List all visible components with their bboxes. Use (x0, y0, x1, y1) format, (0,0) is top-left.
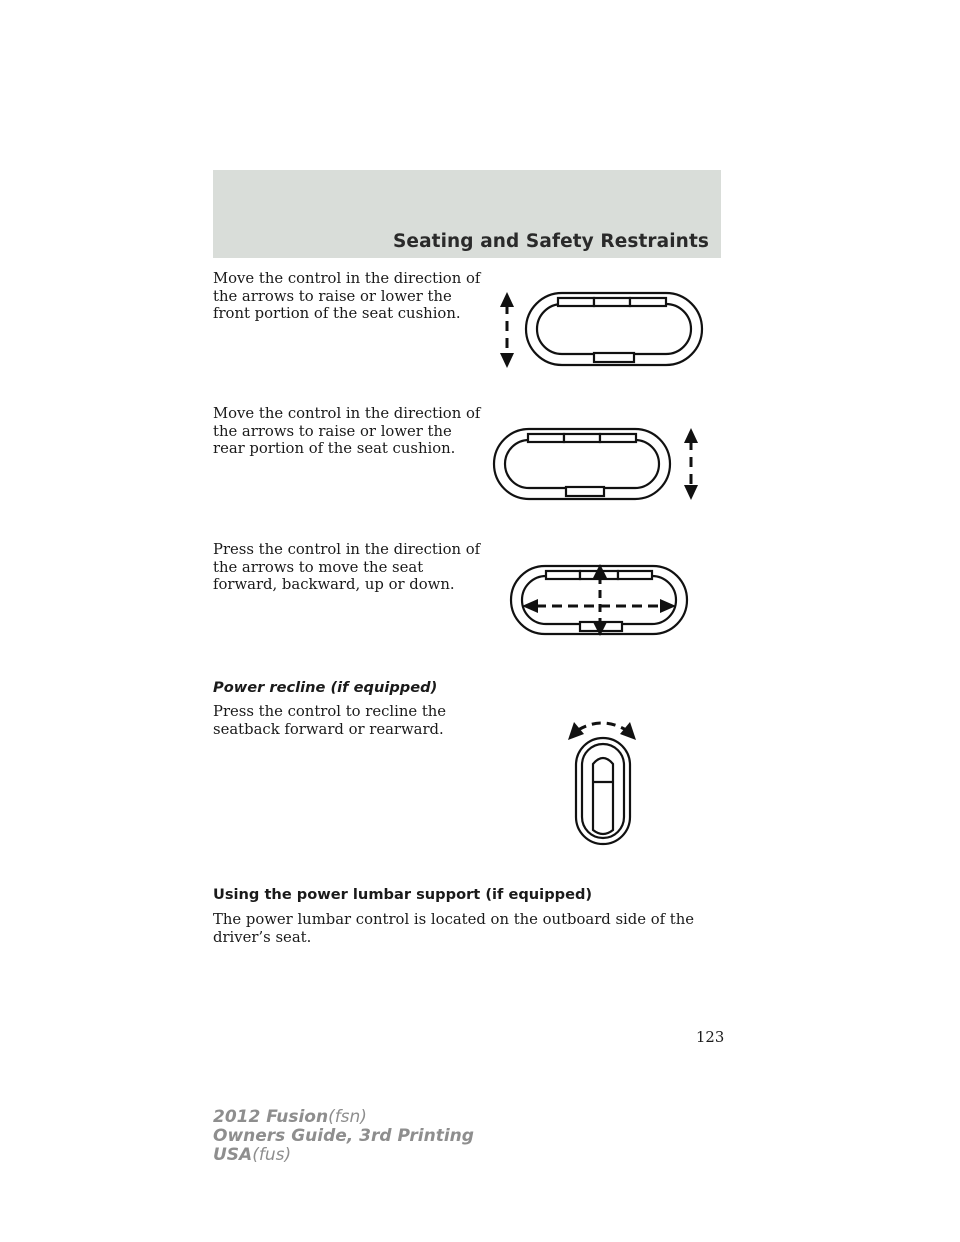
lumbar-heading: Using the power lumbar support (if equipped) (213, 886, 593, 903)
lumbar-paragraph: The power lumbar control is located on the outboard side of the driver’s seat. (213, 911, 695, 946)
footer-model: 2012 Fusion (213, 1107, 329, 1127)
rear-cushion-control-figure (492, 426, 704, 502)
footer-model-code: (fsn) (328, 1107, 367, 1127)
rear-cushion-paragraph: Move the control in the direction of the arrows to raise or lower the rear portion of the seat cushion. (213, 405, 481, 458)
front-cushion-control-figure (490, 290, 710, 370)
recline-heading: Power recline (if equipped) (213, 679, 438, 696)
front-cushion-paragraph: Move the control in the direction of the arrows to raise or lower the front portion of the seat cushion. (213, 270, 481, 323)
recline-control-figure (560, 712, 644, 846)
section-header-band (213, 170, 721, 258)
page-number: 123 (696, 1029, 725, 1046)
seat-move-paragraph: Press the control in the direction of the arrows to move the seat forward, backward, up or down. (213, 541, 481, 594)
vertical-arrow-icon (500, 292, 514, 368)
cushion-switch-icon (494, 429, 670, 499)
recline-switch-icon (576, 738, 630, 844)
footer-region-code: (fus) (252, 1145, 292, 1165)
section-title: Seating and Safety Restraints (393, 231, 709, 252)
footer-guide: Owners Guide, 3rd Printing (213, 1126, 474, 1146)
footer (213, 1108, 474, 1165)
footer-region: USA (213, 1145, 253, 1165)
vertical-arrow-icon (684, 428, 698, 500)
recline-paragraph: Press the control to recline the seatback forward or rearward. (213, 703, 447, 738)
seat-move-control-figure (508, 562, 690, 638)
cushion-switch-icon (526, 293, 702, 365)
